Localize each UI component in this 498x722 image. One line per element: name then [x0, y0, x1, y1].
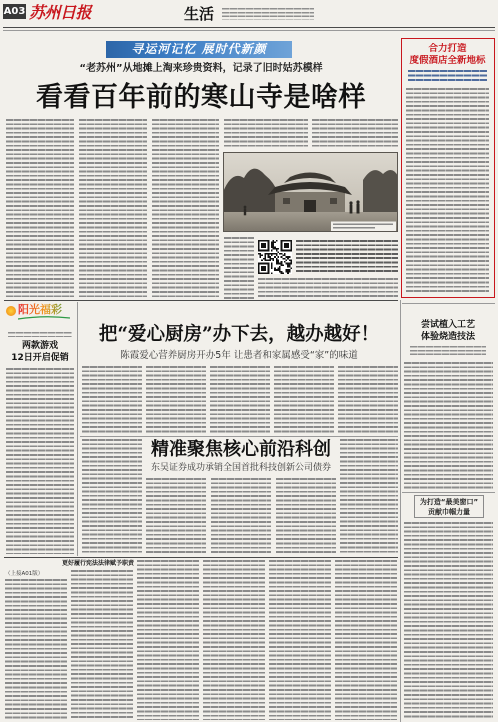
sun-icon: [6, 306, 16, 316]
sidebar-divider: [402, 303, 495, 304]
body-text-column: [211, 478, 271, 555]
section-divider: [4, 300, 398, 301]
body-text-column: [269, 560, 331, 720]
body-text-column: [5, 579, 67, 720]
body-text-column: [137, 560, 199, 720]
body-text-column: [274, 366, 334, 434]
women-story-title-line2: 贡献巾帼力量: [428, 508, 470, 516]
body-text-column: [338, 366, 398, 434]
hotel-story-box: [401, 38, 495, 298]
lottery-story-title-line2: 12日开启促销: [11, 353, 69, 363]
craft-story-subtitle: [410, 346, 486, 357]
column-divider: [77, 302, 78, 556]
body-text-column: [312, 119, 398, 149]
old-photograph: [223, 152, 398, 232]
body-text-column: [6, 368, 74, 554]
qr-description-text: [296, 240, 398, 274]
body-text-column: [404, 522, 493, 720]
sidebar-vertical-divider: [400, 300, 401, 722]
body-text-column: [152, 119, 219, 299]
tech-bond-story-headline: 精准聚焦核心前沿科创: [151, 439, 331, 460]
hotel-story-subtitle: [408, 70, 487, 84]
body-text-column: [210, 366, 270, 434]
welfare-lottery-logo: [6, 302, 72, 320]
story-headline: 看看百年前的寒山寺是啥样: [36, 82, 366, 113]
hotel-story-title-line2: 度假酒店全新地标: [409, 55, 486, 66]
body-text-column: [203, 560, 265, 720]
body-text-column: [224, 237, 254, 299]
sidebar-divider: [402, 492, 495, 493]
tech-bond-story-subtitle: 东吴证券成功承销全国首批科技创新公司债券: [150, 463, 331, 473]
story-subtitle: “老苏州”从地摊上淘来珍贵资料，记录了旧时姑苏模样: [79, 63, 323, 74]
column-banner: 寻运河记忆 展时代新颜: [106, 41, 292, 58]
women-story-title-box: [414, 495, 484, 518]
photo-caption: [331, 222, 396, 232]
constitution-story-headline: 更好履行宪法法律赋予职责: [61, 560, 134, 567]
header-rule-thin: [3, 30, 495, 31]
body-text-column: [82, 366, 142, 434]
section-divider: [4, 557, 398, 558]
body-text-column: [79, 119, 147, 299]
body-text-column: [146, 478, 206, 555]
body-text-column: [406, 88, 489, 293]
story-divider: [80, 436, 398, 437]
masthead-logo: 苏州日报: [29, 3, 92, 22]
body-text-column: [258, 278, 398, 299]
lottery-story-kicker: [8, 332, 72, 337]
page-number: A03: [3, 6, 26, 17]
qr-code: [258, 240, 292, 274]
body-text-column: [82, 439, 142, 555]
body-text-column: [404, 362, 493, 490]
kitchen-story-subtitle: 陈霞爱心营养厨房开办5年 让患者和家属感受“家”的味道: [120, 350, 358, 361]
qr-code-image: [258, 240, 292, 274]
craft-story-title-line2: 体验烧造技法: [420, 332, 475, 342]
hanshan-temple-photo: [223, 152, 398, 232]
hotel-story-title-line1: 合力打造: [428, 43, 467, 54]
body-text-column: [335, 560, 397, 720]
header-rule: [3, 27, 495, 28]
continued-from-tag: （上接A01版）: [5, 571, 44, 577]
body-text-column: [6, 119, 74, 299]
welfare-lottery-logo-text: 阳光福彩: [18, 303, 72, 317]
body-text-column: [224, 119, 308, 149]
body-text-column: [71, 570, 133, 720]
body-text-column: [276, 478, 336, 555]
body-text-column: [340, 439, 398, 555]
women-story-title-line1: 为打造“最美窗口”: [419, 498, 479, 506]
body-text-column: [146, 366, 206, 434]
craft-story-title-line1: 尝试植入工艺: [420, 320, 475, 330]
header-meta-text: [222, 8, 314, 20]
kitchen-story-headline: 把“爱心厨房”办下去，越办越好！: [98, 324, 380, 345]
lottery-story-title-line1: 两款游戏: [21, 341, 58, 351]
logo-swoosh: [18, 316, 70, 320]
photo-trees-right: [363, 170, 398, 214]
section-name: 生活: [184, 5, 215, 23]
